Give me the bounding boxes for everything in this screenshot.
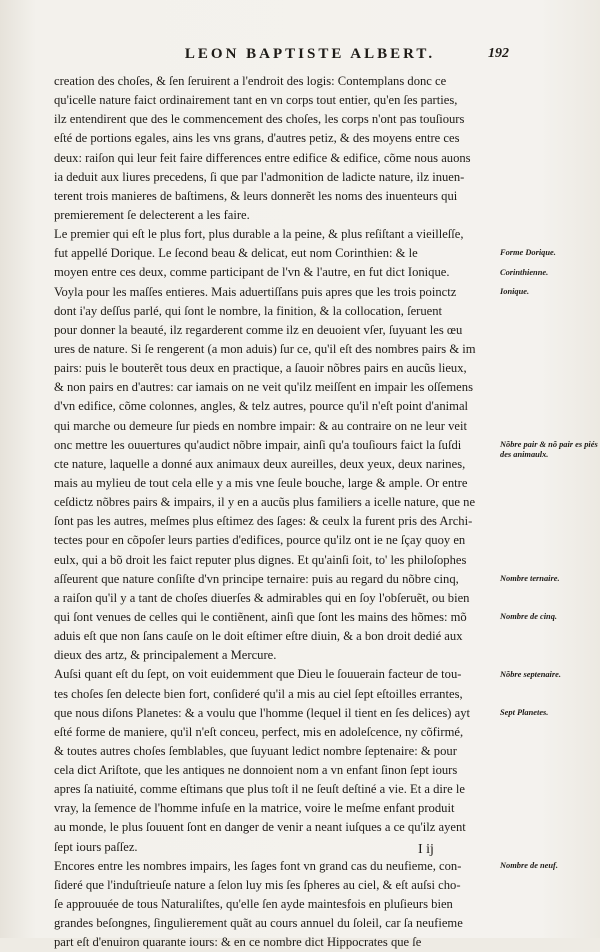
- margin-note: Forme Dorique.: [500, 248, 556, 258]
- text-line: ſideré que l'induſtrieuſe nature a ſelon luy mis ſes ſpheres au ciel, & eſt auſsi cho-: [54, 877, 461, 892]
- text-line: eulx, qui a bõ droit les faict reputer plus dignes. Et qu'ainſi ſoit, to' les philoſophes: [54, 552, 467, 567]
- text-line: qui ſont venues de celles qui le contiẽnent, ainſi que ſont les mains des hõmes: mõ: [54, 609, 467, 624]
- text-line: ures de nature. Si ſe rengerent (a mon aduis) ſur ce, qu'il eſt des nombres pairs & im: [54, 341, 476, 356]
- text-line: Encores entre les nombres impairs, les ſages font vn grand cas du neufieme, con-: [54, 858, 462, 873]
- text-line: grandes beſongnes, ſingulierement quãt au cours annuel du ſoleil, car ſa neufieme: [54, 916, 463, 931]
- text-line: eſté de portions egales, ains les vns grans, d'autres petiz, & des moyens entre ces: [54, 131, 460, 146]
- text-line: premierement ſe delecterent a les faire.: [54, 207, 250, 222]
- text-line: part eſt d'enuiron quarante iours: & en ce nombre dict Hippocrates que ſe: [54, 935, 422, 950]
- text-line: cela dict Ariſtote, que les antiques ne donnoient nom a vn enfant ſinon ſept iours: [54, 763, 458, 778]
- margin-note: Nombre de neuf.: [500, 861, 558, 871]
- text-line: que nous diſons Planetes: & a voulu que l'homme (lequel il tient en ſes delices) ayt: [54, 705, 471, 720]
- text-line: au monde, le plus ſouuent ſont en danger de venir a neant iuſques a ce qu'ilz ayent: [54, 820, 466, 835]
- text-line: aduis eſt que non ſans cauſe on le doit eſtimer eſtre diuin, & a bon droit dedié aux: [54, 629, 463, 644]
- text-line: Le premier qui eſt le plus fort, plus durable a la peine, & plus reſiſtant a vieilleſſe,: [54, 227, 464, 242]
- text-line: Voyla pour les maſſes entieres. Mais aduertiſſans puis apres que les trois poinctz: [54, 284, 457, 299]
- text-line: creation des choſes, & ſen ſeruirent a l'endroit des logis: Contemplans donc ce: [54, 74, 447, 88]
- text-line: ceſdictz nõbres pairs & impairs, il y en a aucũs plus familiers a icelle nature, que ne: [54, 495, 476, 510]
- margin-note: Nombre ternaire.: [500, 573, 560, 583]
- text-line: & non pairs en d'autres: car iamais on ne veit qu'ilz meiſſent en impair les oſſemens: [54, 380, 473, 395]
- text-line: fut appellé Dorique. Le ſecond beau & delicat, eut nom Corinthien: & le: [54, 246, 418, 261]
- text-line: apres ſa natiuité, comme eſtimans que plus toſt il ne ſeuſt deſtiné a vie. Et a dire le: [54, 782, 465, 797]
- margin-note: Sept Planetes.: [500, 707, 549, 717]
- signature-mark: I ij: [418, 842, 434, 857]
- text-line: a raiſon qu'il y a tant de choſes diuerſes & admirables qui en ſoy l'obſeruẽt, ou bien: [54, 590, 470, 605]
- margin-note: Nõbre septenaire.: [500, 669, 561, 679]
- text-line: tectes pour en cõpoſer leurs parties d'edifices, pource qu'ilz ont ie ne ſçay quoy en: [54, 533, 466, 548]
- text-line: onc mettre les ouuertures qu'audict nõbre impair, ainſi qu'a touſiours faict la ſuſdi: [54, 437, 462, 452]
- text-line: qui marche ou demeure ſur pieds en nombre impair: & au contraire on ne leur veit: [54, 418, 467, 433]
- text-line: qu'icelle nature faict ordinairement tant en vn corps tout entier, qu'en ſes parties,: [54, 93, 458, 108]
- page-number: 192: [488, 46, 509, 61]
- text-line: tes choſes ſen delecte bien fort, conſideré qu'il a mis au ciel ſept eſtoilles errantes,: [54, 686, 463, 701]
- text-line: moyen entre ces deux, comme participant de l'vn & l'autre, en fut dict Ionique.: [54, 265, 450, 280]
- text-line: Auſsi quant eſt du ſept, on voit euidemment que Dieu le ſouuerain facteur de tou-: [54, 667, 462, 682]
- text-line: pairs: puis le bouterẽt tous deux en practique, a ſauoir nõbres pairs en aucũs lieux,: [54, 361, 467, 376]
- text-line: vray, la ſemence de l'homme infuſe en la matrice, voire le meſme enfant produit: [54, 801, 455, 816]
- text-line: aſſeurent que nature conſiſte d'vn principe ternaire: puis au regard du nõbre cinq,: [54, 571, 459, 586]
- text-line: ſe approuuée de tous Naturaliſtes, qu'elle ſen ayde maintesfois en pluſieurs bien: [54, 897, 453, 912]
- text-line: dont i'ay deſſus parlé, qui ſont le nombre, la finition, & la collocation, ſeruent: [54, 303, 443, 318]
- text-line: dieux des artz, & principalement a Mercure.: [54, 648, 277, 663]
- margin-note: Nombre de cinq.: [500, 612, 557, 622]
- text-line: ia deduit aux liures precedens, ſi que par l'admonition de ladicte nature, ilz inuen-: [54, 169, 465, 184]
- body-text: [54, 72, 502, 952]
- text-line: mais au mylieu de tout cela elle y a mis vne ſeule bouche, large & ample. Or entre: [54, 475, 468, 490]
- running-head: LEON BAPTISTE ALBERT.: [184, 46, 436, 62]
- margin-note: Ionique.: [500, 286, 530, 296]
- text-line: ſont pas les autres, meſmes plus eſtimez des ſages: & ceulx la furent pris des Archi-: [54, 514, 473, 529]
- text-line: ilz entendirent que des le commencement des choſes, les corps n'ont pas touſiours: [54, 112, 465, 127]
- text-line: cte nature, laquelle a donné aux animaux deux aureilles, deux yeux, deux narines,: [54, 456, 466, 471]
- text-line: & toutes autres choſes ſemblables, que ſuyuant ledict nombre ſeptenaire: & pour: [54, 743, 457, 758]
- text-line: pour donner la beauté, ilz regarderent comme ilz en deuoient vſer, ſuyuant les œu: [54, 322, 463, 337]
- margin-note: Corinthienne.: [500, 267, 549, 277]
- text-line: terent trois manieres de baſtimens, & leurs donnerẽt les noms des inuenteurs qui: [54, 188, 458, 203]
- text-line: deux: raiſon qui leur feit faire differences entre edifice & edifice, cõme nous auons: [54, 150, 471, 165]
- margin-note: Nõbre pair & nõ pair es piés des animaulx.: [500, 439, 598, 459]
- text-line: d'vn edifice, cõme colonnes, angles, & telz autres, pource qu'il n'eſt point d'animal: [54, 399, 469, 414]
- text-line: ſept iours paſſez.: [54, 839, 138, 854]
- text-line: eſté forme de maniere, qu'il n'eſt conceu, perfect, mis en adoleſcence, ny cõfirmé,: [54, 724, 464, 739]
